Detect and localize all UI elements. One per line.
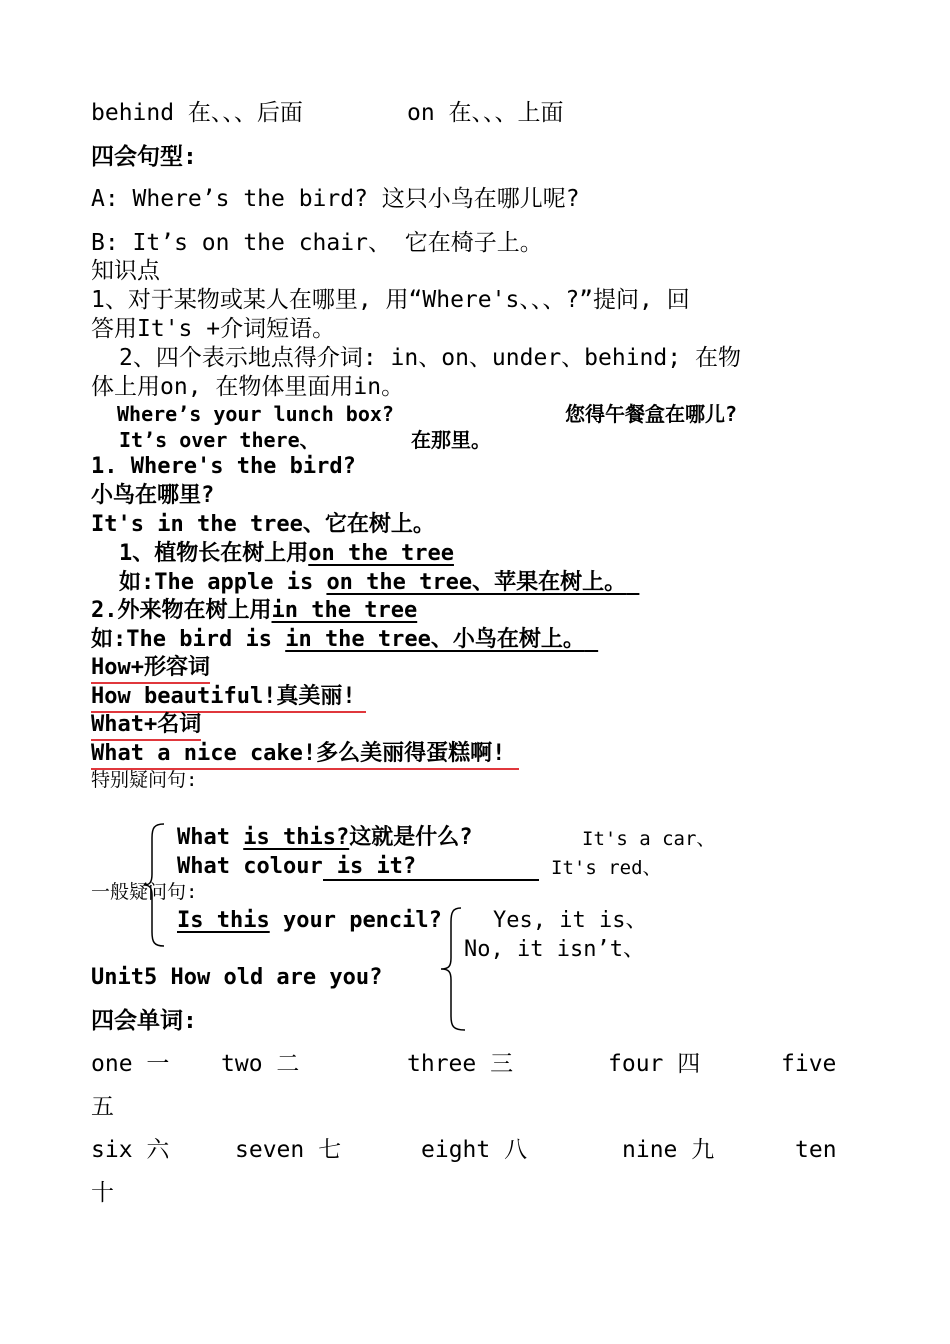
- word-one: one 一: [91, 1051, 170, 1077]
- special-q2-answer: It's red、: [551, 857, 662, 879]
- example-apple: [119, 572, 639, 594]
- lunch-answer-cn: 在那里。: [411, 428, 491, 452]
- general-no: No, it isn’t、: [464, 937, 645, 962]
- section-sentences-title: 四会句型:: [91, 144, 197, 170]
- special-q2: [177, 856, 539, 881]
- word-six: six 六: [91, 1137, 170, 1163]
- lunch-question: Where’s your lunch box?: [117, 402, 394, 426]
- word-seven: seven 七: [235, 1137, 342, 1163]
- word-five-cn: 五: [91, 1094, 114, 1120]
- knowledge-p1-line2: 答用It's +介词短语。: [91, 316, 336, 342]
- knowledge-p2-line1: 2、四个表示地点得介词: in、on、under、behind; 在物: [119, 345, 741, 371]
- general-yes: Yes, it is、: [493, 908, 648, 933]
- q2-blank: [323, 856, 539, 881]
- rule-foreign-in-tree: [91, 600, 417, 622]
- word-ten: ten: [795, 1137, 837, 1163]
- how-example: How beautiful!真美丽!: [91, 684, 366, 713]
- example-bird: [91, 629, 598, 651]
- rule1-phrase: on the tree: [308, 541, 454, 566]
- ex1-text: 如:The apple is: [119, 570, 314, 595]
- tree-question: 1. Where's the bird?: [91, 454, 356, 479]
- tree-answer: It's in the tree、它在树上。: [91, 512, 435, 537]
- word-eight: eight 八: [421, 1137, 528, 1163]
- unit5-words-title: 四会单词:: [91, 1008, 197, 1034]
- gq-phrase: Is this: [177, 908, 270, 933]
- rule2-phrase: in the tree: [271, 598, 418, 623]
- word-four: four 四: [608, 1051, 701, 1077]
- word-two: two 二: [221, 1051, 300, 1077]
- rule-plant-on-tree: [119, 543, 454, 565]
- special-q1: [177, 827, 472, 849]
- gq-rest: your pencil?: [282, 908, 442, 933]
- special-question-title: 特别疑问句:: [91, 769, 198, 791]
- lunch-question-cn: 您得午餐盒在哪儿?: [565, 402, 738, 426]
- ex2-phrase: in the tree、小鸟在树上。: [285, 627, 585, 652]
- word-three: three 三: [407, 1051, 514, 1077]
- general-question-title: 一般疑问句:: [91, 881, 198, 903]
- q2-what-colour: What colour: [177, 854, 323, 879]
- general-q: [177, 910, 442, 932]
- rule1-text: 1、植物长在树上用: [119, 541, 309, 566]
- header-behind: behind 在、、、后面: [91, 100, 303, 126]
- what-example: What a nice cake!多么美丽得蛋糕啊!: [91, 741, 519, 770]
- dialog-a: A: Where’s the bird? 这只小鸟在哪儿呢?: [91, 186, 580, 212]
- word-nine: nine 九: [622, 1137, 715, 1163]
- how-rule: How+形容词: [91, 655, 210, 684]
- q1-phrase: is this?: [243, 825, 350, 850]
- knowledge-p2-line2: 体上用on, 在物体里面用in。: [91, 374, 405, 400]
- q1-cn: 这就是什么?: [349, 825, 473, 850]
- answer-brace-icon: [437, 906, 467, 1032]
- knowledge-title: 知识点: [91, 258, 160, 284]
- rule2-text: 2.外来物在树上用: [91, 598, 272, 623]
- lunch-answer: It’s over there、: [119, 428, 320, 452]
- q2-phrase: is it?: [336, 854, 417, 879]
- knowledge-p1-line1: 1、对于某物或某人在哪里, 用“Where's、、、?”提问, 回: [91, 287, 690, 313]
- word-ten-cn: 十: [91, 1180, 114, 1206]
- what-rule: What+名词: [91, 712, 201, 741]
- word-five: five: [781, 1051, 837, 1077]
- tree-question-cn: 小鸟在哪里?: [91, 483, 215, 508]
- unit5-title: Unit5 How old are you?: [91, 965, 383, 990]
- q1-what: What: [177, 825, 230, 850]
- header-on: on 在、、、上面: [407, 100, 564, 126]
- special-q1-answer: It's a car、: [582, 828, 716, 850]
- ex2-text: 如:The bird is: [91, 627, 272, 652]
- dialog-b: B: It’s on the chair、 它在椅子上。: [91, 230, 543, 256]
- ex1-phrase: on the tree、苹果在树上。: [326, 570, 627, 595]
